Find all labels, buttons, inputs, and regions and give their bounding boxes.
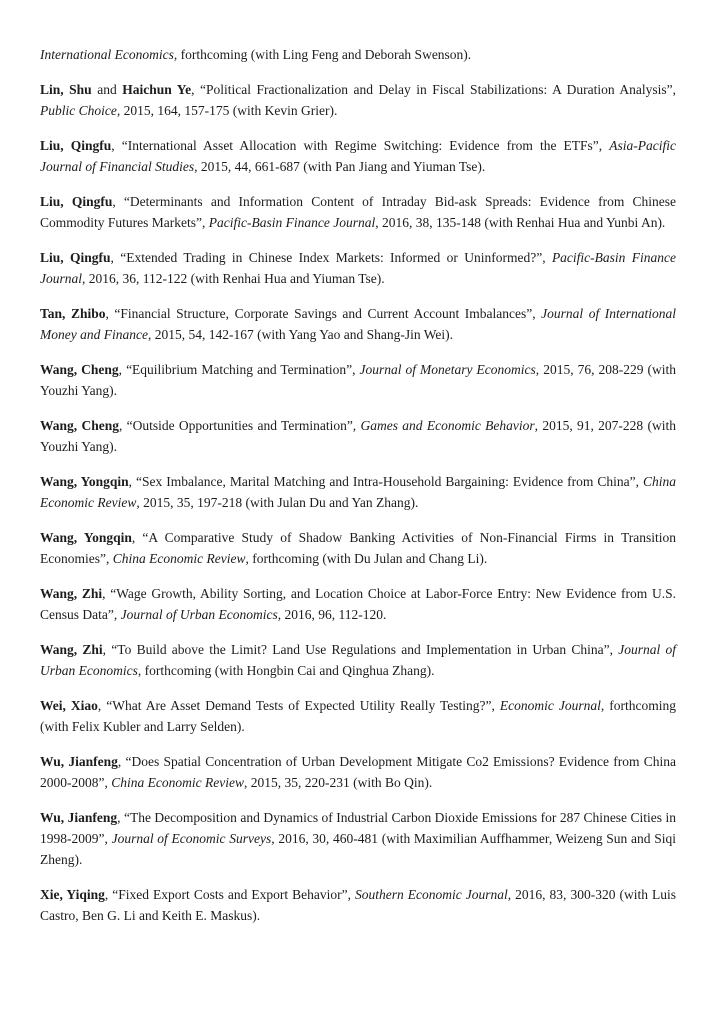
entry-text: , 2015, 35, 220-231 (with Bo Qin).: [243, 775, 433, 790]
journal-title: Pacific-Basin Finance Journal: [208, 215, 376, 230]
entry-text: , “Fixed Export Costs and Export Behavior”,: [104, 887, 355, 902]
entry-text: and: [91, 82, 123, 97]
journal-title: China Economic Review: [111, 775, 244, 790]
publication-entry: [40, 807, 676, 870]
entry-text: , “Extended Trading in Chinese Index Markets: Informed or Uninformed?”,: [110, 250, 552, 265]
entry-text: , forthcoming (with Du Julan and Chang Li).: [245, 551, 488, 566]
author-name: Haichun Ye: [122, 82, 192, 97]
author-name: Wu, Jianfeng: [40, 810, 118, 825]
entry-text: , 2015, 76, 208-229 (with Youzhi Yang).: [40, 362, 676, 398]
entry-text: , 2015, 54, 142-167 (with Yang Yao and Shang-Jin Wei).: [147, 327, 454, 342]
journal-title: Asia-Pacific Journal of Financial Studies: [40, 138, 677, 174]
publication-entry: [40, 79, 676, 121]
publication-entry: [40, 639, 676, 681]
author-name: Wang, Cheng: [40, 362, 119, 377]
entry-text: , “The Decomposition and Dynamics of Industrial Carbon Dioxide Emissions for 287 Chinese Cities in 1998-2009”,: [40, 810, 676, 846]
publication-entry: [40, 884, 676, 926]
publication-entry: [40, 303, 676, 345]
publication-entry: [40, 135, 676, 177]
entry-text: , “International Asset Allocation with Regime Switching: Evidence from the ETFs”,: [111, 138, 610, 153]
entry-text: , “Political Fractionalization and Delay in Fiscal Stabilizations: A Duration Analysis”,: [191, 82, 677, 97]
entry-text: , 2015, 164, 157-175 (with Kevin Grier).: [116, 103, 338, 118]
entry-text: , “Wage Growth, Ability Sorting, and Location Choice at Labor-Force Entry: New Evidence from U.S. Census Data”,: [40, 586, 676, 622]
author-name: Wu, Jianfeng: [40, 754, 118, 769]
journal-title: International Economics: [40, 47, 174, 62]
journal-title: China Economic Review: [40, 474, 676, 510]
entry-text: , 2016, 36, 112-122 (with Renhai Hua and Yiuman Tse).: [82, 271, 385, 286]
entry-text: , 2016, 96, 112-120.: [277, 607, 387, 622]
entry-text: , “Outside Opportunities and Termination”,: [118, 418, 361, 433]
entry-text: , 2016, 83, 300-320 (with Luis Castro, Ben G. Li and Keith E. Maskus).: [40, 887, 676, 923]
journal-title: China Economic Review: [112, 551, 246, 566]
entry-text: , “Does Spatial Concentration of Urban Development Mitigate Co2 Emissions? Evidence from China 2000-2008”,: [40, 754, 676, 790]
author-name: Xie, Yiqing: [40, 887, 105, 902]
journal-title: Journal of International Money and Finance: [40, 306, 676, 342]
journal-title: Pacific-Basin Finance Journal: [40, 250, 676, 286]
entry-text: , “Equilibrium Matching and Termination”,: [118, 362, 360, 377]
journal-title: Southern Economic Journal: [355, 887, 508, 902]
entry-text: , 2015, 91, 207-228 (with Youzhi Yang).: [40, 418, 676, 454]
author-name: Wang, Zhi: [40, 642, 103, 657]
entry-text: , 2015, 35, 197-218 (with Julan Du and Yan Zhang).: [136, 495, 419, 510]
author-name: Lin, Shu: [40, 82, 92, 97]
author-name: Liu, Qingfu: [40, 250, 111, 265]
entry-text: , forthcoming (with Felix Kubler and Larry Selden).: [40, 698, 676, 734]
entry-text: , 2015, 44, 661-687 (with Pan Jiang and Yiuman Tse).: [194, 159, 486, 174]
journal-title: Journal of Economic Surveys: [111, 831, 272, 846]
author-name: Wei, Xiao: [40, 698, 98, 713]
journal-title: Games and Economic Behavior: [360, 418, 535, 433]
author-name: Wang, Yongqin: [40, 474, 129, 489]
author-name: Liu, Qingfu: [40, 138, 112, 153]
entry-text: , 2016, 30, 460-481 (with Maximilian Auffhammer, Weizeng Sun and Siqi Zheng).: [40, 831, 676, 867]
entry-text: , “Determinants and Information Content of Intraday Bid-ask Spreads: Evidence from Chinese Commodity Futures Markets”,: [40, 194, 677, 230]
journal-title: Journal of Urban Economics: [40, 642, 677, 678]
entry-text: , forthcoming (with Ling Feng and Deborah Swenson).: [173, 47, 472, 62]
author-name: Tan, Zhibo: [40, 306, 106, 321]
entry-text: , 2016, 38, 135-148 (with Renhai Hua and Yunbi An).: [375, 215, 666, 230]
publication-entry: [40, 583, 676, 625]
publication-entry: [40, 527, 676, 569]
entry-text: , “Sex Imbalance, Marital Matching and Intra-Household Bargaining: Evidence from China”,: [128, 474, 643, 489]
journal-title: Economic Journal: [499, 698, 601, 713]
entry-text: , “A Comparative Study of Shadow Banking Activities of Non-Financial Firms in Transition Economies”,: [40, 530, 676, 566]
publication-entry: [40, 247, 676, 289]
journal-title: Journal of Urban Economics: [120, 607, 278, 622]
author-name: Liu, Qingfu: [40, 194, 113, 209]
author-name: Wang, Zhi: [40, 586, 103, 601]
entry-text: , “Financial Structure, Corporate Savings and Current Account Imbalances”,: [105, 306, 542, 321]
publication-entry: [40, 359, 676, 401]
publication-entry: [40, 415, 676, 457]
publication-list: [40, 44, 676, 926]
entry-text: , “What Are Asset Demand Tests of Expected Utility Really Testing?”,: [97, 698, 500, 713]
entry-text: , forthcoming (with Hongbin Cai and Qinghua Zhang).: [137, 663, 435, 678]
author-name: Wang, Cheng: [40, 418, 119, 433]
author-name: Wang, Yongqin: [40, 530, 132, 545]
journal-title: Public Choice: [40, 103, 117, 118]
entry-text: , “To Build above the Limit? Land Use Regulations and Implementation in Urban China”,: [102, 642, 619, 657]
publication-entry: [40, 695, 676, 737]
publication-entry: [40, 44, 676, 65]
publication-entry: [40, 751, 676, 793]
publication-entry: [40, 191, 676, 233]
publication-entry: [40, 471, 676, 513]
journal-title: Journal of Monetary Economics: [359, 362, 536, 377]
